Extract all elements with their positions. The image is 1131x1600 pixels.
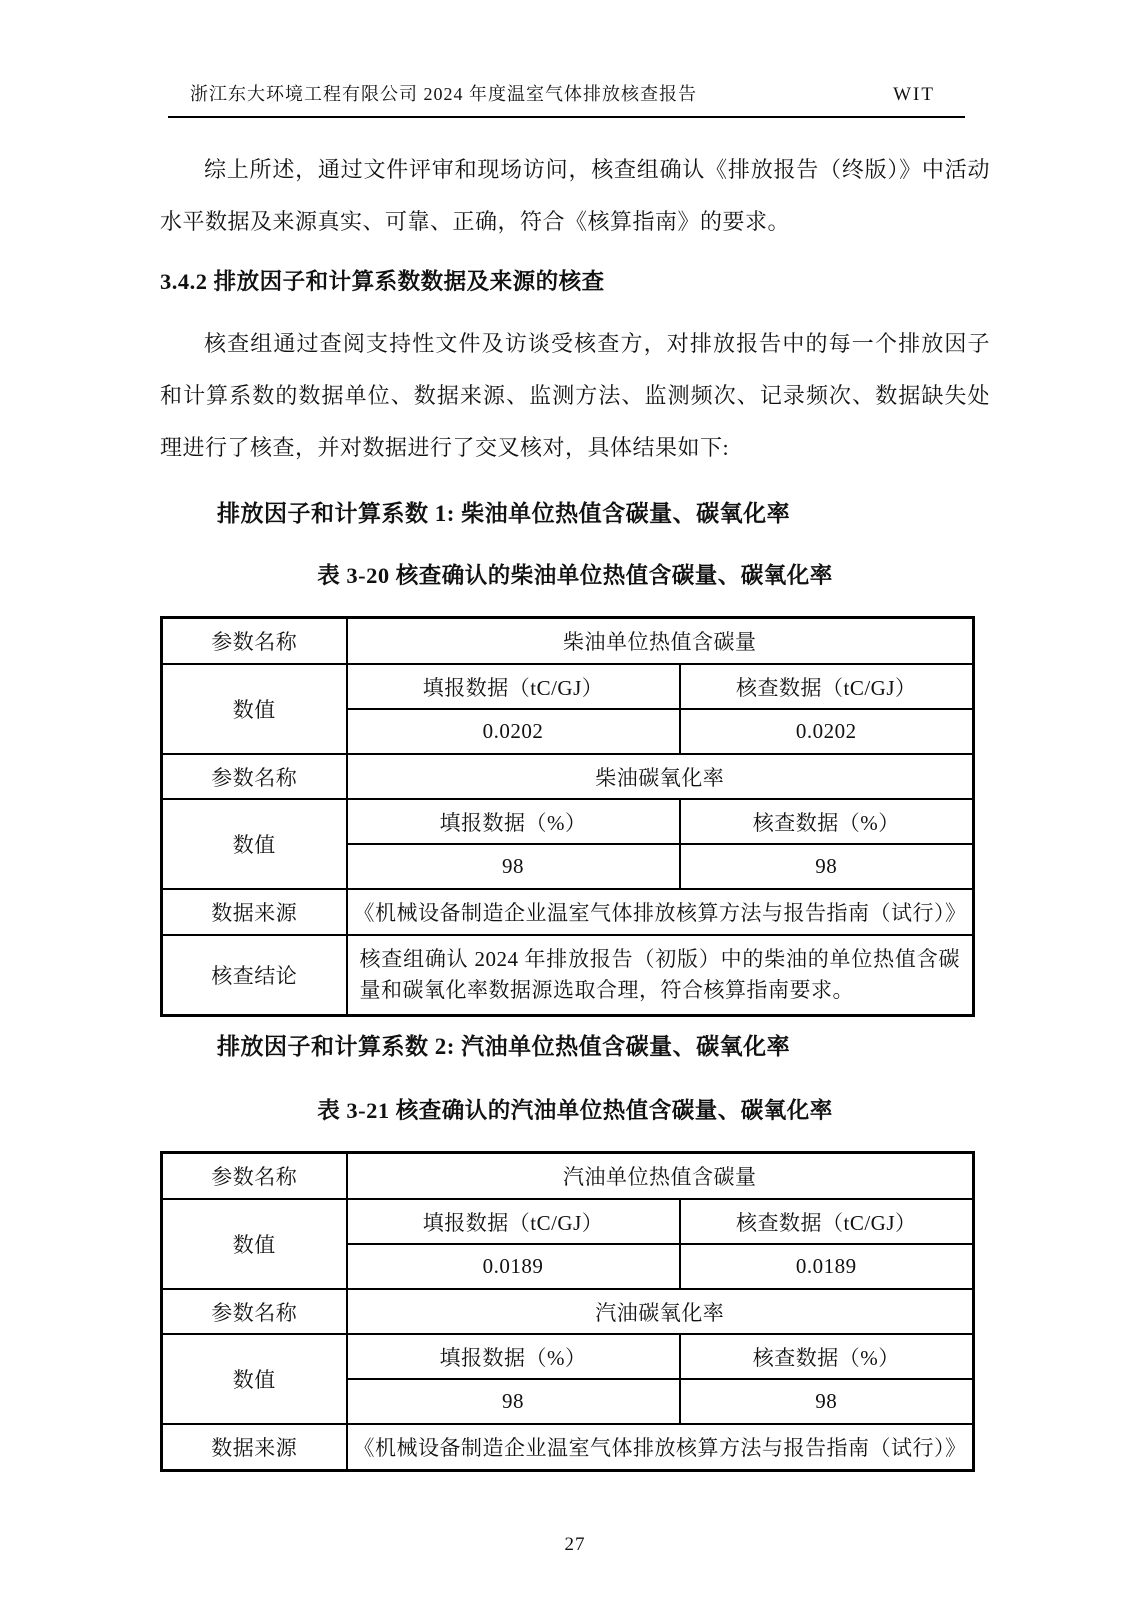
verified-header-cell: 核查数据（%） <box>680 1334 974 1379</box>
source-label-cell: 数据来源 <box>162 889 347 935</box>
reported-header-cell: 填报数据（tC/GJ） <box>347 664 680 709</box>
verified-value-cell: 98 <box>680 1379 974 1424</box>
value-label-cell: 数值 <box>162 799 347 889</box>
page-header <box>160 0 990 118</box>
table-3-21-caption: 表 3-21 核查确认的汽油单位热值含碳量、碳氧化率 <box>317 1098 833 1123</box>
table-row <box>162 799 974 844</box>
verified-value-cell: 0.0189 <box>680 1244 974 1289</box>
factor1-heading: 排放因子和计算系数 1: 柴油单位热值含碳量、碳氧化率 <box>217 501 791 526</box>
source-cell: 《机械设备制造企业温室气体排放核算方法与报告指南（试行）》 <box>347 889 974 935</box>
factor2-heading: 排放因子和计算系数 2: 汽油单位热值含碳量、碳氧化率 <box>217 1034 791 1059</box>
param-name-cell: 汽油碳氧化率 <box>347 1289 974 1334</box>
header-title: 浙江东大环境工程有限公司 2024 年度温室气体排放核查报告 <box>190 84 697 104</box>
param-name-cell: 柴油单位热值含碳量 <box>347 618 974 665</box>
paragraph-verification: 核查组通过查阅支持性文件及访谈受核查方，对排放报告中的每一个排放因子和计算系数的数据单位、数据来源、监测方法、监测频次、记录频次、数据缺失处理进行了核查，并对数据进行了交叉核对，具体结果如下: <box>160 331 990 460</box>
table-row <box>162 664 974 709</box>
value-label-cell: 数值 <box>162 1334 347 1424</box>
source-cell: 《机械设备制造企业温室气体排放核算方法与报告指南（试行）》 <box>347 1424 974 1471</box>
table-row <box>162 754 974 799</box>
verified-header-cell: 核查数据（tC/GJ） <box>680 1199 974 1244</box>
table-row <box>162 618 974 665</box>
param-label-cell: 参数名称 <box>162 754 347 799</box>
table-row <box>162 1153 974 1200</box>
reported-header-cell: 填报数据（tC/GJ） <box>347 1199 680 1244</box>
table-row <box>162 1334 974 1379</box>
source-label-cell: 数据来源 <box>162 1424 347 1471</box>
param-label-cell: 参数名称 <box>162 618 347 665</box>
conclusion-label-cell: 核查结论 <box>162 935 347 1016</box>
value-label-cell: 数值 <box>162 1199 347 1289</box>
section-heading-342: 3.4.2 排放因子和计算系数数据及来源的核查 <box>160 269 605 294</box>
table-row <box>162 889 974 935</box>
param-label-cell: 参数名称 <box>162 1289 347 1334</box>
reported-header-cell: 填报数据（%） <box>347 799 680 844</box>
verified-value-cell: 98 <box>680 844 974 889</box>
header-divider <box>168 116 965 118</box>
table-row <box>162 1424 974 1471</box>
table-3-21 <box>160 1151 975 1472</box>
table-row <box>162 935 974 1016</box>
reported-value-cell: 98 <box>347 844 680 889</box>
header-logo-text: WIT <box>893 84 935 105</box>
value-label-cell: 数值 <box>162 664 347 754</box>
conclusion-cell: 核查组确认 2024 年排放报告（初版）中的柴油的单位热值含碳量和碳氧化率数据源选取合理，符合核算指南要求。 <box>347 935 974 1016</box>
param-name-cell: 汽油单位热值含碳量 <box>347 1153 974 1200</box>
table-3-20-caption: 表 3-20 核查确认的柴油单位热值含碳量、碳氧化率 <box>317 563 833 588</box>
table-3-20 <box>160 616 975 1017</box>
reported-value-cell: 98 <box>347 1379 680 1424</box>
reported-value-cell: 0.0202 <box>347 709 680 754</box>
verified-value-cell: 0.0202 <box>680 709 974 754</box>
reported-header-cell: 填报数据（%） <box>347 1334 680 1379</box>
param-label-cell: 参数名称 <box>162 1153 347 1200</box>
verified-header-cell: 核查数据（%） <box>680 799 974 844</box>
table-row <box>162 1289 974 1334</box>
table-row <box>162 1199 974 1244</box>
verified-header-cell: 核查数据（tC/GJ） <box>680 664 974 709</box>
param-name-cell: 柴油碳氧化率 <box>347 754 974 799</box>
page-number: 27 <box>564 1534 586 1555</box>
reported-value-cell: 0.0189 <box>347 1244 680 1289</box>
paragraph-summary: 综上所述，通过文件评审和现场访问，核查组确认《排放报告（终版）》中活动水平数据及来源真实、可靠、正确，符合《核算指南》的要求。 <box>160 157 990 234</box>
